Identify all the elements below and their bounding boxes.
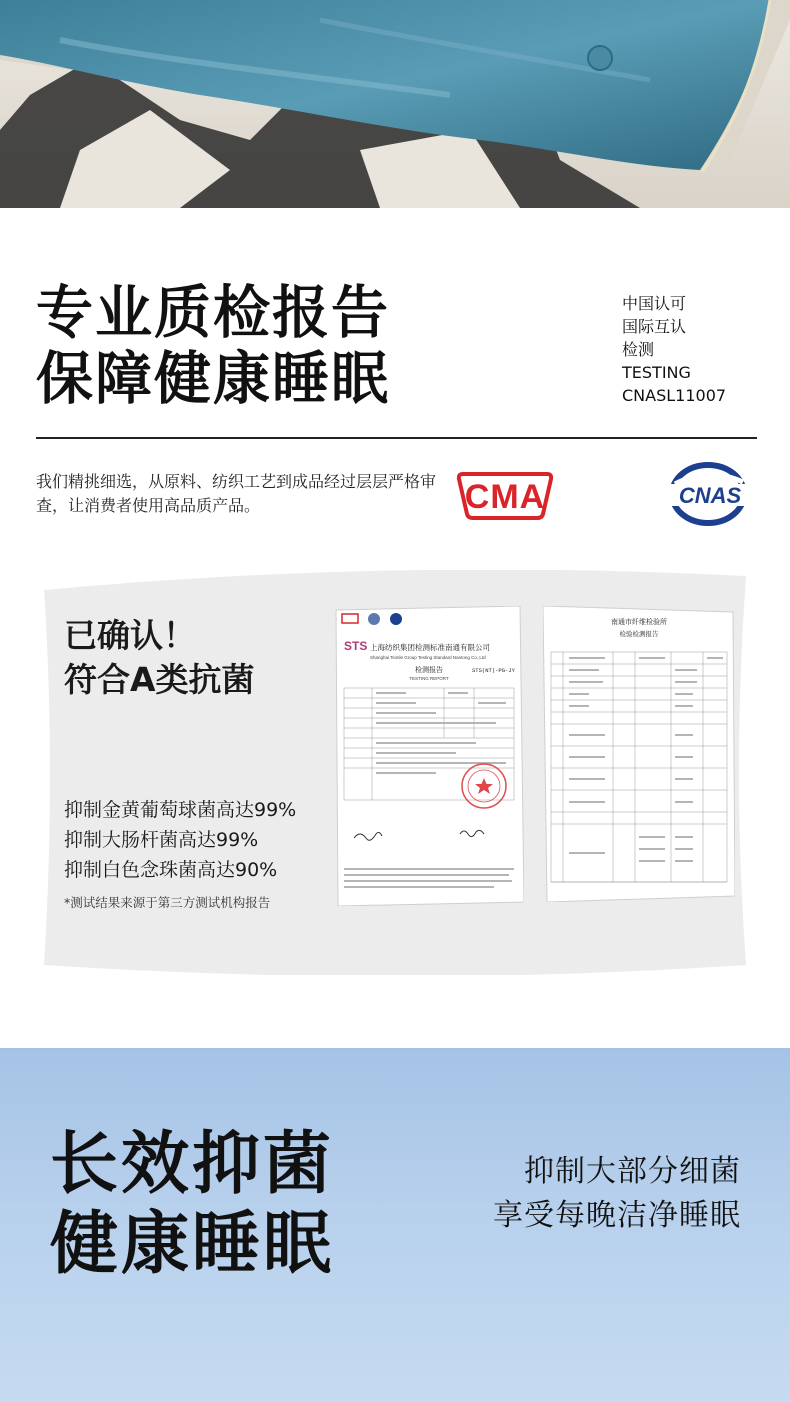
test-report-document-2 bbox=[543, 606, 735, 902]
bottom-heading bbox=[50, 1125, 334, 1285]
report2-org: 南通市纤维检验所 bbox=[611, 618, 667, 626]
accreditation-text bbox=[622, 292, 726, 407]
report1-title-en: TESTING REPORT bbox=[409, 676, 449, 681]
cert-line-3: 检测 bbox=[622, 340, 655, 359]
inhibition-rates bbox=[64, 795, 296, 885]
confirm-heading bbox=[64, 614, 255, 702]
bedding-photo-illustration bbox=[0, 0, 790, 208]
footnote: *测试结果来源于第三方测试机构报告 bbox=[64, 895, 271, 910]
report1-org-en: Shanghai Textile Group Testing Standard Nantong Co.,Ltd bbox=[370, 655, 486, 660]
cnas-logo bbox=[665, 462, 755, 532]
intro-paragraph: 我们精挑细选，从原料、纺织工艺到成品经过层层严格审查，让消费者使用高品质产品。 bbox=[36, 472, 437, 515]
rate-item: 抑制金黄葡萄球菌高达99% bbox=[64, 799, 297, 821]
test-report-document-1 bbox=[334, 606, 524, 906]
report1-seal-icon bbox=[368, 613, 380, 625]
bottom-heading-line-2: 健康睡眠 bbox=[50, 1205, 335, 1284]
cma-logo bbox=[455, 470, 555, 526]
heading-line-1: 专业质检报告 bbox=[36, 280, 390, 346]
report1-cnas-icon bbox=[390, 613, 402, 625]
report1-org-cn: 上海纺织集团检测标准南通有限公司 bbox=[370, 643, 490, 652]
cma-logo-text: CMA bbox=[464, 478, 546, 516]
cert-line-2: 国际互认 bbox=[622, 317, 687, 336]
rate-item: 抑制白色念珠菌高达90% bbox=[64, 859, 278, 881]
bottom-subheading bbox=[441, 1150, 741, 1238]
confirm-line-1: 已确认！ bbox=[64, 616, 196, 655]
report2-title: 检验检测报告 bbox=[619, 630, 659, 638]
bottom-heading-line-1: 长效抑菌 bbox=[50, 1125, 335, 1204]
bottom-sub-line-2: 享受每晚洁净睡眠 bbox=[493, 1198, 741, 1233]
cert-line-4: TESTING bbox=[622, 363, 691, 382]
report1-report-no: STS(NT)-PG-JY bbox=[472, 667, 515, 674]
heading-line-2: 保障健康睡眠 bbox=[36, 346, 390, 412]
report1-title-cn: 检测报告 bbox=[415, 666, 443, 674]
main-heading bbox=[36, 280, 390, 412]
section-divider bbox=[36, 437, 757, 439]
cnas-logo-text: CNAS bbox=[678, 483, 742, 508]
report1-brand: STS bbox=[344, 639, 368, 653]
cert-line-5: CNASL11007 bbox=[622, 386, 727, 405]
confirm-line-2: 符合A类抗菌 bbox=[64, 660, 255, 699]
bottom-sub-line-1: 抑制大部分细菌 bbox=[524, 1154, 741, 1189]
rate-item: 抑制大肠杆菌高达99% bbox=[64, 829, 259, 851]
cert-line-1: 中国认可 bbox=[622, 294, 687, 313]
hero-photo bbox=[0, 0, 790, 208]
